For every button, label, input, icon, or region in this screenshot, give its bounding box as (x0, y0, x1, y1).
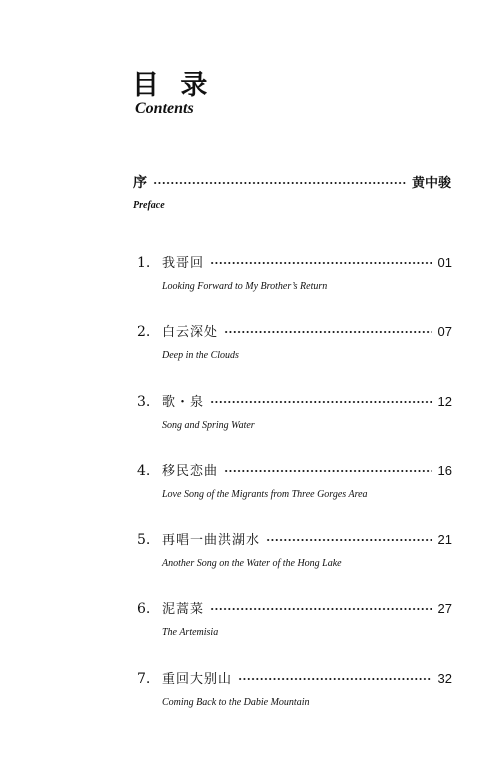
dot-leader (210, 258, 432, 268)
entry-english-title: Love Song of the Migrants from Three Gorges Area (162, 488, 368, 500)
toc-entry[interactable] (137, 529, 452, 598)
toc-entry[interactable] (137, 598, 452, 667)
toc-preface-entry[interactable] (133, 172, 451, 211)
dot-leader (210, 604, 432, 614)
entry-chinese-title: 重回大别山 (162, 671, 233, 687)
toc-entry[interactable] (137, 460, 452, 529)
entry-page-number: 01 (437, 255, 452, 270)
preface-chinese-label: 序 (133, 175, 147, 191)
toc-entry[interactable] (137, 391, 452, 460)
dot-leader (224, 466, 432, 476)
entry-number: 5. (137, 532, 151, 549)
entry-number: 7. (137, 670, 151, 687)
toc-entry-list (137, 252, 452, 737)
entry-english-title: Another Song on the Water of the Hong Lake (162, 558, 342, 570)
entry-chinese-title: 我哥回 (162, 256, 205, 271)
entry-number: 6. (137, 601, 151, 618)
dot-leader (238, 674, 432, 684)
preface-author: 黄中骏 (411, 176, 451, 191)
page-title-chinese: 目 录 (132, 70, 214, 101)
entry-chinese-title: 再唱一曲洪湖水 (162, 533, 261, 549)
entry-chinese-title: 歌・泉 (162, 394, 205, 410)
dot-leader (153, 178, 406, 188)
entry-number: 2. (137, 324, 151, 341)
preface-english-label: Preface (133, 200, 165, 211)
entry-page-number: 12 (437, 393, 452, 409)
dot-leader (210, 397, 432, 407)
entry-page-number: 07 (437, 324, 452, 340)
entry-page-number: 32 (437, 670, 452, 686)
entry-page-number: 21 (437, 532, 452, 548)
entry-english-title: Deep in the Clouds (162, 350, 239, 362)
entry-page-number: 16 (437, 462, 452, 478)
toc-entry[interactable] (137, 321, 452, 390)
entry-number: 4. (137, 462, 151, 479)
entry-english-title: Coming Back to the Dabie Mountain (162, 696, 310, 708)
dot-leader (224, 327, 432, 337)
entry-number: 1. (137, 255, 151, 271)
toc-entry[interactable] (137, 252, 452, 321)
dot-leader (266, 535, 432, 545)
entry-english-title: The Artemisia (162, 627, 219, 639)
toc-entry[interactable] (137, 668, 452, 737)
entry-chinese-title: 泥蒿菜 (162, 602, 205, 618)
entry-chinese-title: 白云深处 (162, 325, 219, 341)
entry-chinese-title: 移民恋曲 (162, 463, 219, 479)
entry-english-title: Song and Spring Water (162, 419, 255, 431)
page-title-english: Contents (135, 100, 194, 117)
entry-number: 3. (137, 393, 151, 410)
entry-english-title: Looking Forward to My Brother’s Return (162, 281, 328, 292)
entry-page-number: 27 (437, 601, 452, 617)
